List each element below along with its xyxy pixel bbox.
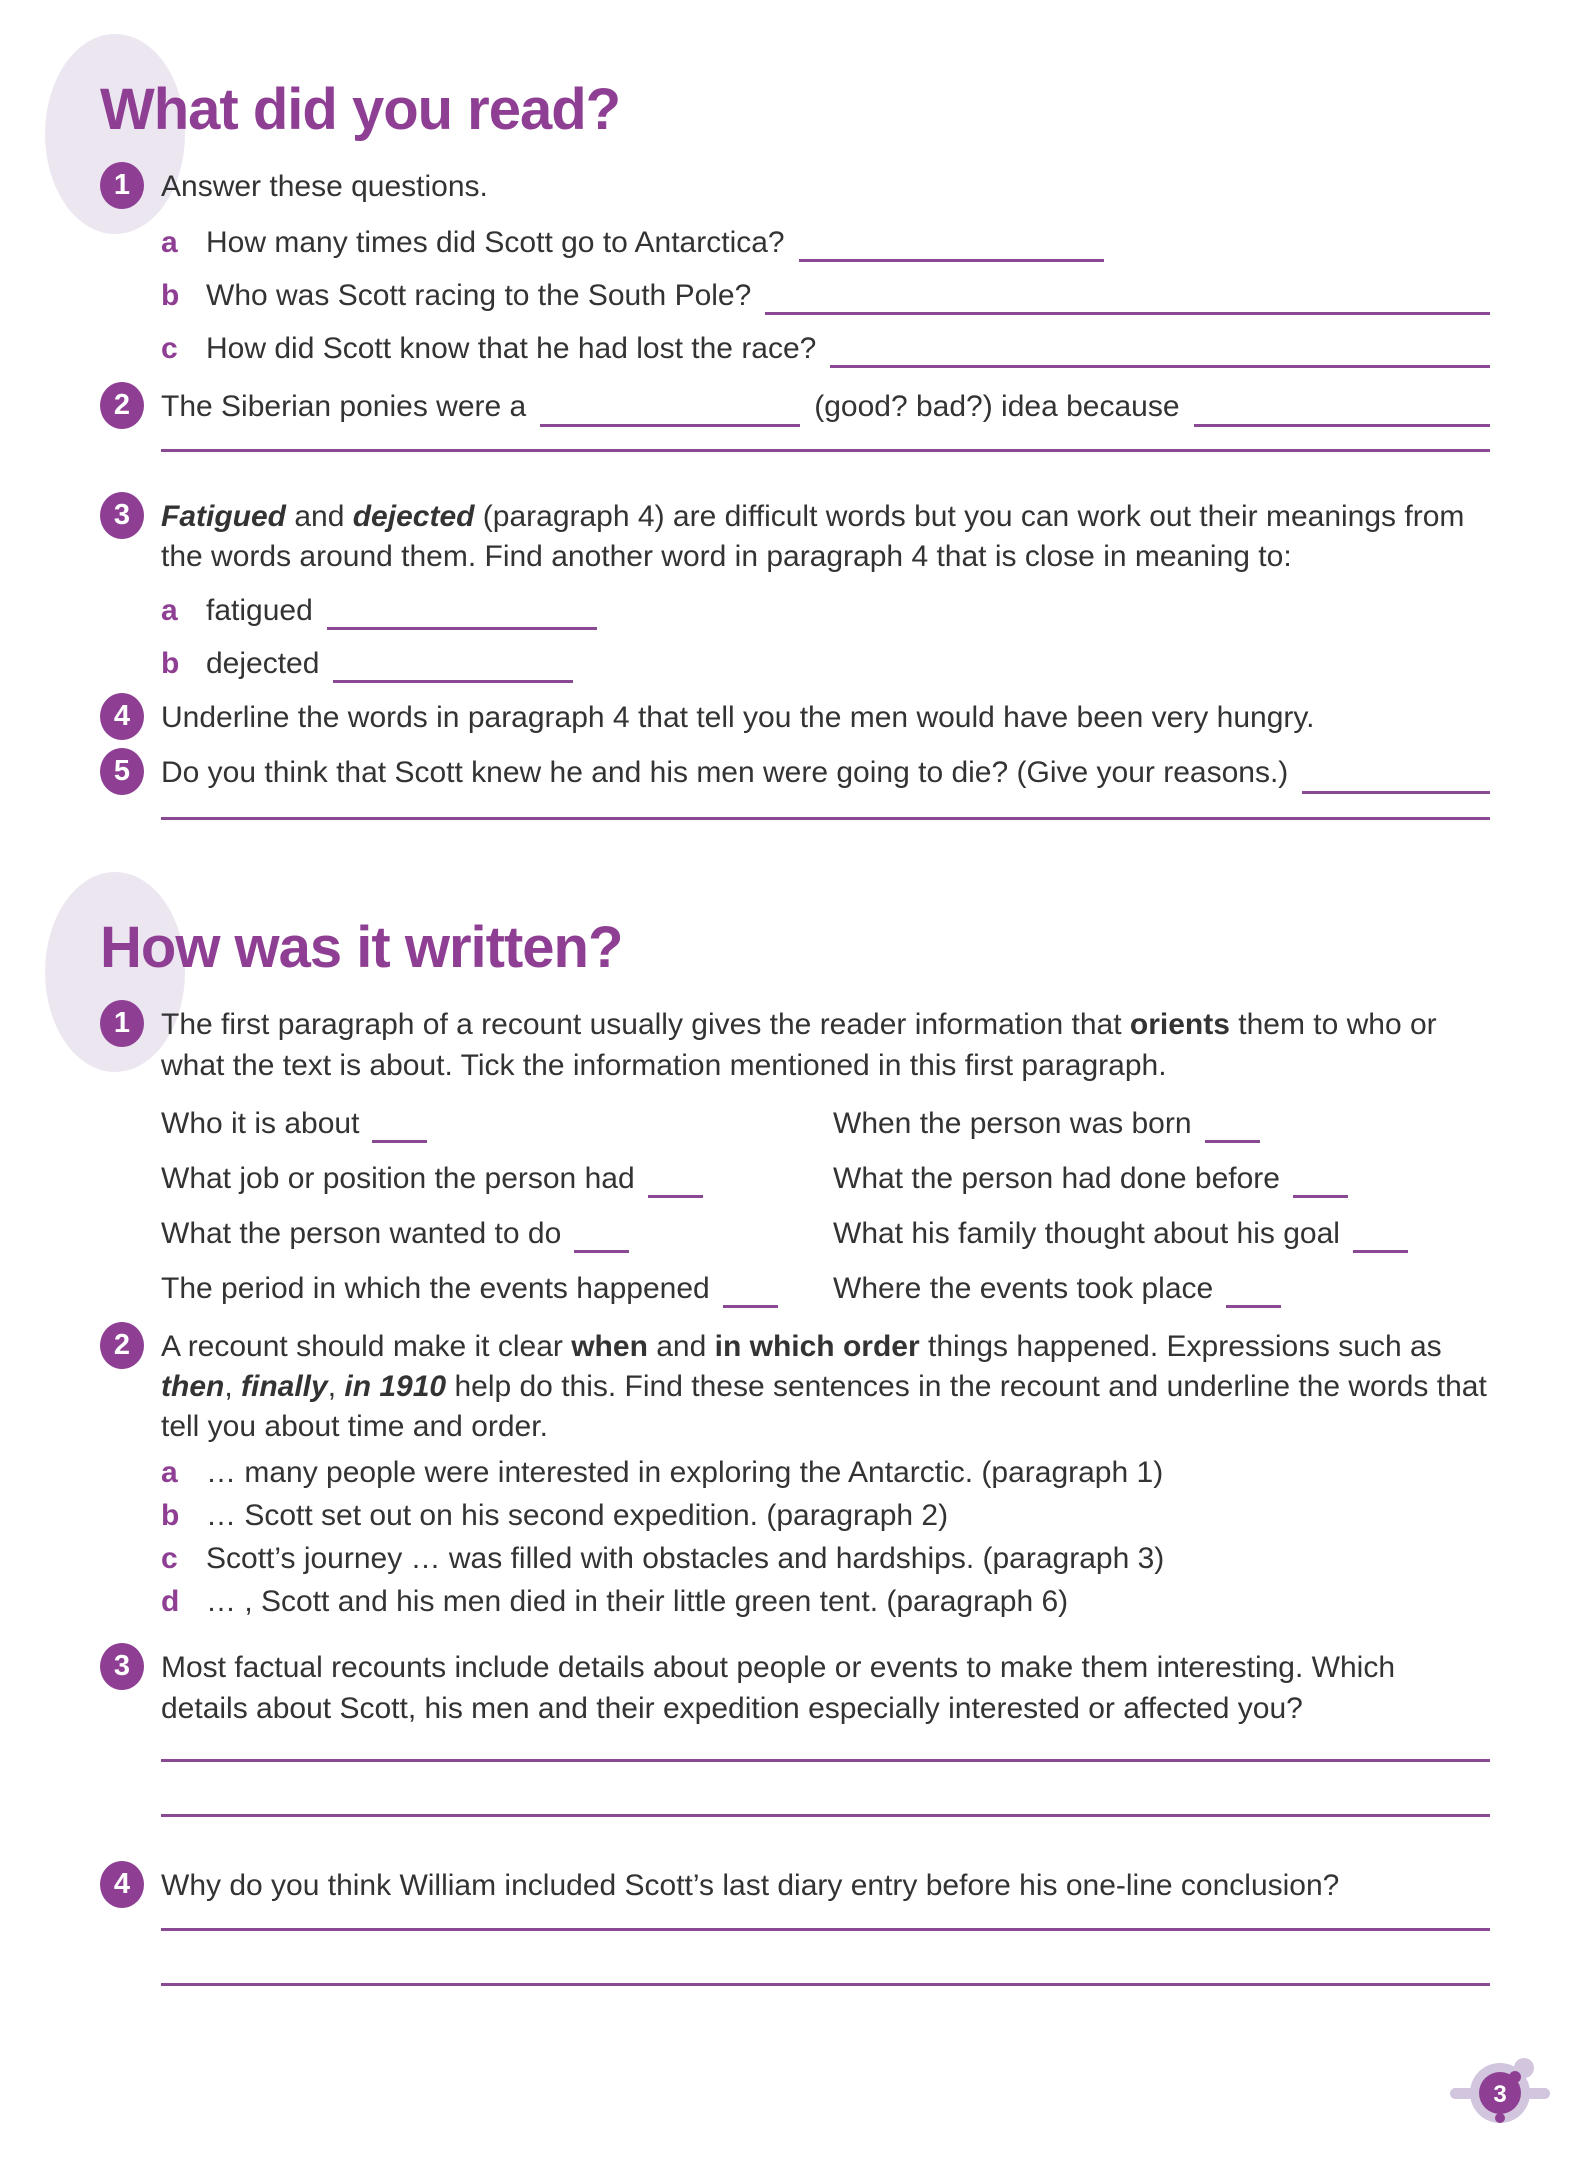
tick-blank[interactable] (723, 1274, 778, 1308)
answer-line[interactable] (161, 1814, 1490, 1817)
tick-blank[interactable] (574, 1219, 629, 1253)
section1-header (100, 52, 1490, 152)
sub-text: How did Scott know that he had lost the race? (206, 332, 817, 365)
answer-line[interactable] (161, 449, 1490, 452)
sub-letter: b (161, 279, 180, 312)
s1-question-3 (100, 492, 1490, 577)
tick-label: What the person wanted to do (161, 1216, 562, 1250)
sub-text: How many times did Scott go to Antarctica? (206, 226, 785, 259)
tick-blank[interactable] (1353, 1219, 1408, 1253)
tick-blank[interactable] (648, 1164, 703, 1198)
section2-title: How was it written? (100, 915, 623, 981)
tick-blank[interactable] (1293, 1164, 1348, 1198)
tick-item (161, 1104, 833, 1143)
answer-blank[interactable] (799, 226, 1104, 262)
question-text: Fatigued and dejected (paragraph 4) are difficult words but you can work out their meanings from the words around them. Find another word in paragraph 4 that is close in meaning to: (161, 500, 1465, 574)
s1-question-4 (100, 693, 1490, 740)
tick-label: Who it is about (161, 1106, 360, 1140)
s1-q1-sub-c (161, 329, 1490, 368)
question-number-badge: 4 (100, 1861, 144, 1908)
tick-item (833, 1104, 1490, 1143)
s2-q2-sub-b (161, 1496, 1490, 1535)
tick-label: When the person was born (833, 1106, 1192, 1140)
tick-blank[interactable] (1226, 1274, 1281, 1308)
page-number-badge (1448, 2052, 1552, 2138)
s1-question-2 (100, 382, 1490, 429)
answer-blank[interactable] (333, 647, 573, 683)
tick-item (833, 1159, 1490, 1198)
question-number-badge: 3 (100, 1643, 144, 1690)
question-number-badge: 1 (100, 1000, 144, 1047)
sub-letter: a (161, 226, 178, 259)
s1-question-1 (100, 162, 1490, 209)
s1-q3-sub-b (161, 644, 1490, 683)
answer-blank[interactable] (830, 332, 1490, 368)
section-how-was-it-written (100, 890, 1490, 1985)
answer-line[interactable] (161, 817, 1490, 820)
tick-label: Where the events took place (833, 1271, 1214, 1305)
question-text-part1: The Siberian ponies were a (161, 390, 527, 423)
tick-blank[interactable] (372, 1109, 427, 1143)
s1-q1-sub-b (161, 276, 1490, 315)
s1-q1-sub-a (161, 223, 1490, 262)
question-number-badge: 2 (100, 382, 144, 429)
question-text: Answer these questions. (161, 170, 488, 203)
s2-q2-sub-c (161, 1539, 1490, 1578)
page-number: 3 (1493, 2081, 1507, 2108)
tick-item (161, 1214, 833, 1253)
question-text-part2: (good? bad?) idea because (814, 390, 1180, 423)
tick-label: What his family thought about his goal (833, 1216, 1340, 1250)
section1-title: What did you read? (100, 77, 621, 142)
tick-label: What the person had done before (833, 1161, 1280, 1195)
answer-line[interactable] (161, 1983, 1490, 1986)
question-text: The first paragraph of a recount usually gives the reader information that orients them to who or what the text is about. Tick the information mentioned in this first paragraph. (161, 1008, 1437, 1082)
sub-text: … many people were interested in exploring the Antarctic. (paragraph 1) (206, 1456, 1164, 1490)
question-number-badge: 1 (100, 162, 144, 209)
question-number-badge: 2 (100, 1322, 144, 1369)
sub-letter: c (161, 332, 178, 365)
sub-text: Scott’s journey … was filled with obstacles and hardships. (paragraph 3) (206, 1542, 1165, 1576)
answer-blank[interactable] (1194, 391, 1490, 427)
tick-label: The period in which the events happened (161, 1271, 710, 1305)
s1-question-5 (100, 748, 1490, 795)
tick-item (161, 1159, 833, 1198)
question-number-badge: 3 (100, 492, 144, 539)
answer-blank[interactable] (765, 279, 1490, 315)
tick-item (833, 1269, 1490, 1308)
s2-question-1 (100, 1000, 1490, 1085)
question-text: A recount should make it clear when and in which order things happened. Expressions such as then, finally, in 1910 help do this. Find these sentences in the recount and underline the words that tell you about time and order. (161, 1329, 1487, 1444)
s2-q2-sub-a (161, 1453, 1490, 1492)
sub-letter: c (161, 1542, 178, 1576)
answer-blank[interactable] (327, 594, 597, 630)
sub-letter: b (161, 647, 180, 681)
question-text: Do you think that Scott knew he and his men were going to die? (Give your reasons.) (161, 756, 1289, 790)
sub-letter: a (161, 594, 178, 628)
sub-letter: d (161, 1585, 180, 1619)
sub-letter: a (161, 1456, 178, 1490)
sub-text: dejected (206, 647, 320, 681)
tick-item (161, 1269, 833, 1308)
answer-line[interactable] (161, 1928, 1490, 1931)
section-what-did-you-read (100, 52, 1490, 820)
question-text: Most factual recounts include details about people or events to make them interesting. Which details about Scott, his men and their expedition especially interested or affected you? (161, 1651, 1395, 1725)
answer-blank[interactable] (1302, 758, 1490, 794)
sub-text: … Scott set out on his second expedition. (paragraph 2) (206, 1499, 949, 1533)
question-number-badge: 4 (100, 693, 144, 740)
tick-blank[interactable] (1205, 1109, 1260, 1143)
sub-letter: b (161, 1499, 180, 1533)
sub-text: fatigued (206, 594, 313, 628)
sub-text: Who was Scott racing to the South Pole? (206, 279, 752, 312)
turtle-icon (1448, 2052, 1552, 2138)
s2-q2-sub-d (161, 1582, 1490, 1621)
s2-question-2 (100, 1322, 1490, 1448)
answer-line[interactable] (161, 1759, 1490, 1762)
sub-text: … , Scott and his men died in their little green tent. (paragraph 6) (206, 1585, 1069, 1619)
question-number-badge: 5 (100, 748, 144, 795)
tick-item (833, 1214, 1490, 1253)
answer-blank[interactable] (540, 391, 800, 427)
s2-question-3 (100, 1643, 1490, 1728)
question-text: Underline the words in paragraph 4 that tell you the men would have been very hungry. (161, 701, 1315, 735)
s1-q3-sub-a (161, 591, 1490, 630)
tick-label: What job or position the person had (161, 1161, 635, 1195)
question-text: Why do you think William included Scott’s last diary entry before his one-line conclusion? (161, 1868, 1340, 1902)
section2-header (100, 890, 1490, 990)
s2-question-4 (100, 1861, 1490, 1908)
tick-options-grid (161, 1104, 1490, 1308)
